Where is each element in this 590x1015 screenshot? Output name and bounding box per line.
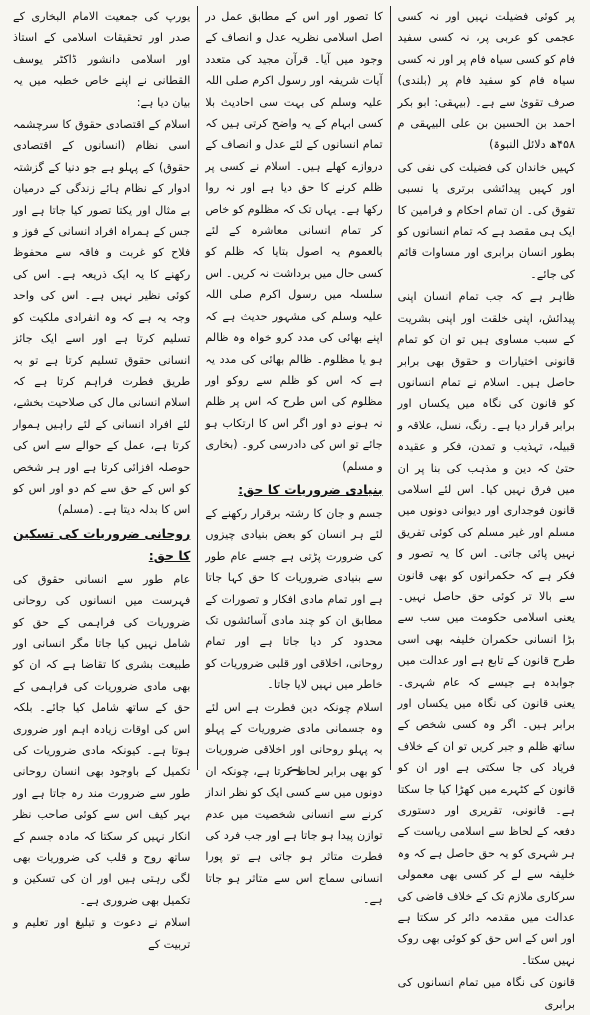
paragraph: ظاہر ہے کہ جب تمام انسان اپنی پیدائش، اپنی خلقت اور اپنی بشریت کے سبب مساوی ہیں تو ان کو تمام قانونی اختیارات و حقوق بھی برابر حاصل ہیں۔ اسلام نے تمام انسانوں کو قانون کی نگاہ میں یکساں اور برابر قرار دیا ہے۔ رنگ، نسل، علاقہ و قبیلہ، تہذیب و تمدن، فکر و عقیدہ حتیٰ کہ دین و مذہب کی بنا پر ان میں فرق نہیں کیا۔ اس لئے اسلامی قانون فوجداری اور دیوانی دونوں میں مسلم اور غیر مسلم کی کوئی تفریق نہیں پائی جاتی۔ اس کا یہ تصور و فکر ہے کہ حکمرانوں کو بھی قانون سے بالا تر کوئی حق حاصل نہیں۔ یعنی اسلامی حکومت میں سب سے بڑا انسانی حکمران خلیفہ بھی اسی طرح قانون کے تابع ہے اور عدالت میں جوابدہ ہے جیسے کہ عام شہری۔ یعنی قانون کی نگاہ میں یکساں اور برابر ہیں۔ اگر وہ کسی شخص کے ساتھ ظلم و جبر کریں تو ان کے خلاف فریاد کی جا سکتی ہے اور ان کو قانون کے کٹہرے میں کھڑا کیا جا سکتا ہے۔ قانونی، تقریری اور دستوری دفعہ کے لحاظ سے اسلامی ریاست کے ہر شہری کو یہ حق حاصل ہے کہ وہ خلیفہ سے لے کر کسی بھی معمولی سرکاری ملازم تک کے خلاف قاضی کی عدالت میں مقدمہ دائر کر سکتا ہے اور اس کے اس حق کو کوئی بھی روک نہیں سکتا۔ xyxy=(397,290,575,967)
page-number-mark xyxy=(287,769,303,779)
paragraph: پر کوئی فضیلت نہیں اور نہ کسی عجمی کو عربی پر، نہ کسی سفید فام کو کسی سیاہ فام پر اور نہ کسی سیاہ فام کو سفید فام پر (بلندی) صرف تقویٰ سے ہے۔ (بیہقی: ابو بکر احمد بن الحسین بن علی البیہقی م ۴۵۸ھ دلائل النبوۃ) xyxy=(397,10,575,152)
paragraph: قانون کی نگاہ میں تمام انسانوں کی برابری xyxy=(397,976,575,1011)
column-middle xyxy=(198,6,390,907)
section-heading: بنیادی ضروریات کا حق: xyxy=(238,481,383,497)
paragraph: اسلام چونکہ دین فطرت ہے اس لئے وہ جسمانی مادی ضروریات کے پہلو بہ پہلو روحانی اور اخلاقی ضروریات کو بھی برابر لحاظ کرتا ہے، چونکہ ان دونوں میں سے کسی ایک کو نظر انداز کرنے سے انسانی شخصیت میں عدم توازن پیدا ہو جاتا ہے اور جب فرد کی فطرت متاثر ہو جاتی ہے تو پورا انسانی سماج اس سے متاثر ہو جاتا ہے۔ xyxy=(205,700,383,907)
column-right xyxy=(391,6,582,1011)
paragraph: عام طور سے انسانی حقوق کی فہرست میں انسانوں کی روحانی ضروریات کی فراہمی کے حق کو شامل نہیں کیا جاتا مگر انسانی اور طبیعت بشری کا تقاضا ہے کہ ان کو بھی مادی ضروریات کی فراہمی کے حق کے ساتھ شامل کیا جائے۔ بلکہ اس کی اوقات زیادہ اہم اور ضروری ہوتا ہے۔ کیونکہ مادی ضروریات کی تکمیل کے باوجود بھی انسان روحانی طور سے ضرورت مند رہ جاتا ہے اور بہر کیف اس سے کوئی صاحب نظر انکار نہیں کر سکتا کہ مادہ جسم کے ساتھ روح و قلب کی ضروریات بھی لگی رہتی ہیں اور ان کی تسکین و تکمیل بھی ضروری ہے۔ xyxy=(13,572,191,907)
paragraph: کہیں خاندان کی فضیلت کی نفی کی اور کہیں پیدائشی برتری یا نسبی تفوق کی۔ ان تمام احکام و فرامین کا ایک ہی مقصد ہے کہ تمام انسانوں کو بطور انسان برابری اور مساوات قائم کی جائے۔ xyxy=(397,160,575,281)
section-heading: روحانی ضروریات کی تسکین کا حق: xyxy=(13,525,191,563)
paragraph: جسم و جان کا رشتہ برقرار رکھنے کے لئے ہر انسان کو بعض بنیادی چیزوں کی ضرورت پڑتی ہے جسے عام طور سے بنیادی ضروریات کا حق کہا جاتا ہے اور تمام مادی افکار و تصورات کے مطابق ان کو چند مادی آسائشوں تک محدود کر دیا جاتا ہے اور تمام روحانی، اخلاقی اور قلبی ضروریات کو خاطر میں نہیں لایا جاتا۔ xyxy=(205,506,383,692)
column-left xyxy=(6,6,198,951)
paragraph: یورپ کی جمعیت الامام البخاری کے صدر اور تحقیقات اسلامی کے استاذ اور اسلامی دانشور ڈاکٹر یوسف القطانی نے اپنے خاص خطبہ میں یہ بیان دیا ہے: xyxy=(13,10,191,109)
paragraph: اسلام نے دعوت و تبلیغ اور تعلیم و تربیت کے xyxy=(13,916,191,951)
paragraph: کا تصور اور اس کے مطابق عمل در اصل اسلامی نظریہ عدل و انصاف کے وجود میں آیا۔ قرآن مجید کی متعدد آیات شریفہ اور رسول اکرم صلی اللہ علیہ وسلم کی بہت سی احادیث بلا کسی ابہام کے یہ واضح کرتی ہیں کہ تمام انسانوں کے لئے عدل و انصاف کے دروازے کھلے ہیں۔ اسلام نے کسی پر ظلم کرنے کا حق دیا ہے اور نہ روا رکھا ہے۔ یہاں تک کہ مظلوم کو خاص کر تمام انسانی معاشرہ کے لئے بالعموم یہ اصول بتایا کہ ظلم کو کسی حال میں برداشت نہ کریں۔ اس سلسلہ میں رسول اکرم صلی اللہ علیہ وسلم کی مشہور حدیث ہے کہ اپنے بھائی کی مدد کرو خواہ وہ ظالم ہو یا مظلوم۔ ظالم بھائی کی مدد یہ ہے کہ اس کو ظلم سے روکو اور مظلوم کی اس طرح کہ اس پر ظلم نہ ہونے دو اور اگر اس کا ارتکاب ہو جائے تو اس کی دادرسی کرو۔ (بخاری و مسلم) xyxy=(205,10,383,473)
paragraph: اسلام کے اقتصادی حقوق کا سرچشمہ اسی نظام (انسانوں کے اقتصادی حقوق) کے پہلو ہے جو دنیا کے گزشتہ ادوار کے نظام ہائے زندگی کے درمیان بے مثال اور یکتا تصور کیا جاتا ہے اور جس کے ہمراہ افراد انسانی کے فوز و فلاح کو غربت و فاقہ سے محفوظ رکھنے کا یہ ایک ذریعہ ہے۔ اس کی کوئی نظیر نہیں ہے۔ اس کی واحد وجہ یہ ہے کہ وہ انفرادی ملکیت کو تسلیم کرتا ہے اور اسے ایک جائز انسانی حقوق تسلیم کرتا ہے تو بہ طریق فطرت فراہم کرتا ہے کہ اسلام انسانی مال کی صلاحیت بخشے، لئے افراد انسانی کے لئے راہیں ہموار کرتا ہے، عمل کے حوالے سے اس کی حوصلہ افزائی کرتا ہے اور ہر شخص کو اس کے حق سے کم دو اور اس کو اس کا بدلہ دیتا ہے۔ (مسلم) xyxy=(13,118,191,517)
